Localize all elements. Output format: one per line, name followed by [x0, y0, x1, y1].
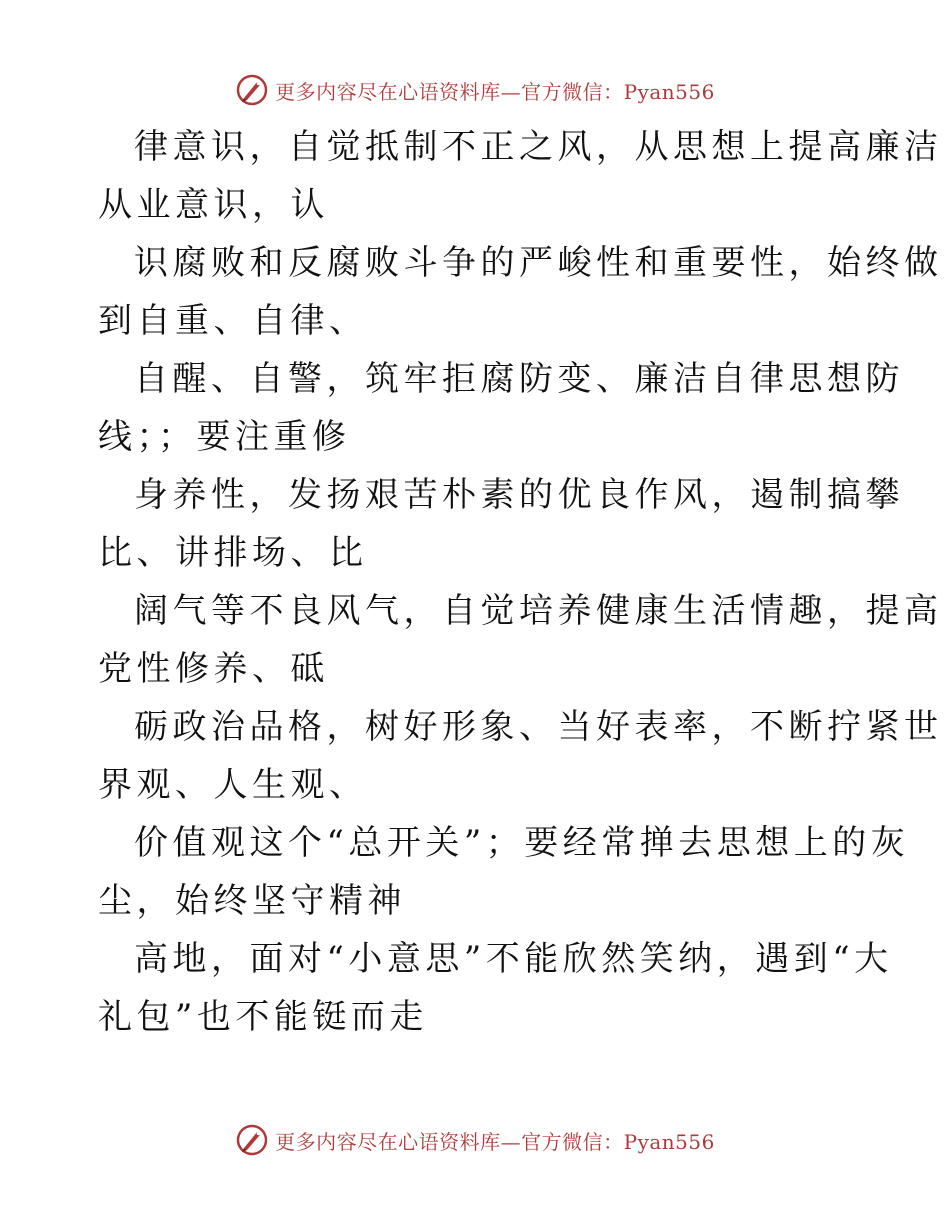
text-line: 从业意识，认 [98, 185, 329, 225]
text-line: 线；；要注重修 [98, 417, 351, 457]
text-line: 律意识，自觉抵制不正之风，从思想上提高廉洁 [134, 127, 943, 167]
text-line: 阔气等不良风气，自觉培养健康生活情趣，提高 [134, 591, 943, 631]
text-line: 界观、人生观、 [98, 765, 368, 805]
pen-logo-icon [235, 73, 269, 107]
text-line: 高地，面对“小意思”不能欣然笑纳，遇到“大 [134, 939, 893, 979]
header-banner-text: 更多内容尽在心语资料库—官方微信：Pyan556 [275, 79, 715, 104]
pen-logo-icon [235, 1123, 269, 1157]
text-line: 尘，始终坚守精神 [98, 881, 406, 921]
footer-banner [0, 1120, 950, 1160]
header-banner [0, 70, 950, 110]
text-line: 价值观这个“总开关”；要经常掸去思想上的灰 [134, 823, 910, 863]
text-line: 礼包”也不能铤而走 [98, 997, 428, 1037]
text-line: 比、讲排场、比 [98, 533, 368, 573]
body-text [98, 118, 943, 1046]
footer-banner-text: 更多内容尽在心语资料库—官方微信：Pyan556 [275, 1129, 715, 1154]
text-line: 砺政治品格，树好形象、当好表率，不断拧紧世 [134, 707, 943, 747]
footer-wechat-id: Pyan556 [623, 1129, 715, 1154]
text-line: 自醒、自警，筑牢拒腐防变、廉洁自律思想防 [134, 359, 904, 399]
text-line: 识腐败和反腐败斗争的严峻性和重要性，始终做 [134, 243, 943, 283]
header-wechat-id: Pyan556 [623, 79, 715, 104]
text-line: 党性修养、砥 [98, 649, 329, 689]
text-line: 身养性，发扬艰苦朴素的优良作风，遏制搞攀 [134, 475, 904, 515]
text-line: 到自重、自律、 [98, 301, 368, 341]
